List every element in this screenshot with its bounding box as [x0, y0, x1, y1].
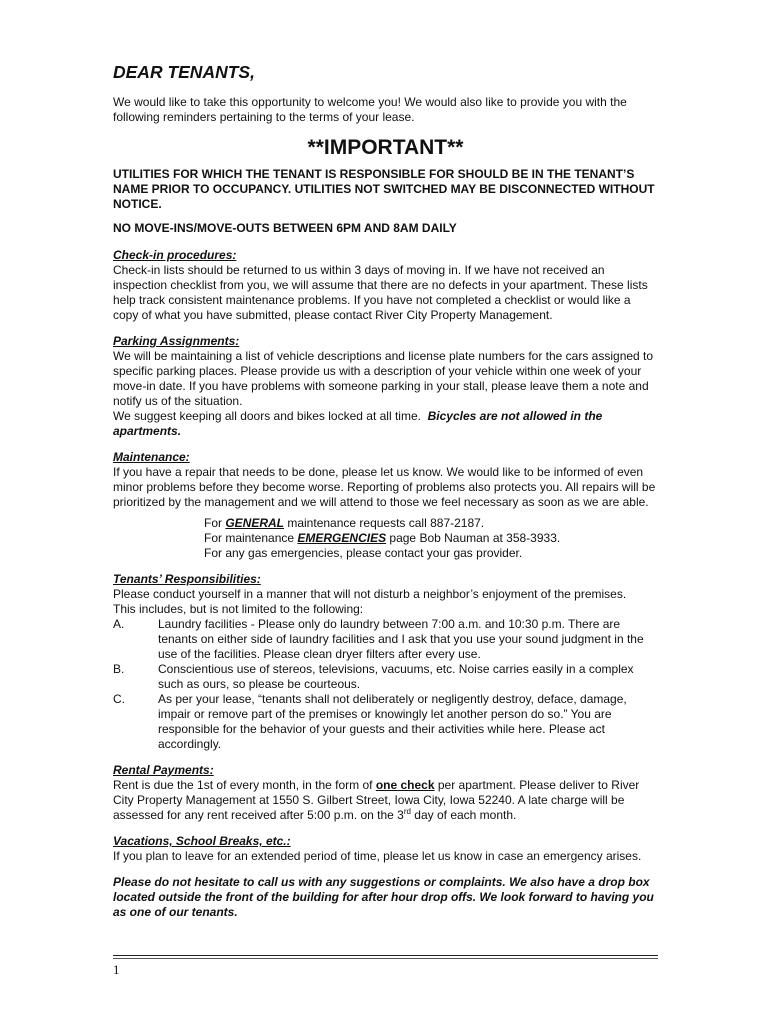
maintenance-body: If you have a repair that needs to be done, please let us know. We would like to be informed of even minor problems before they become worse. Reporting of problems also protects you. All repairs will be prioritized by the management and we will attend to those we feel necessary as soon as we are able. — [113, 465, 656, 509]
letter-body — [113, 62, 658, 920]
parking-heading: Parking Assignments: — [113, 334, 240, 348]
footer-rule-thin — [113, 958, 658, 959]
closing-paragraph: Please do not hesitate to call us with any suggestions or complaints. We also have a drop box located outside the front of the building for after hour drop offs. We look forward to having you as one of our tenants. — [113, 875, 654, 919]
general-maintenance-line — [204, 516, 658, 531]
general-post: maintenance requests call 887-2187. — [284, 516, 485, 530]
rent-sup: rd — [403, 807, 411, 816]
rent-heading: Rental Payments: — [113, 763, 214, 777]
parking-locks — [113, 409, 658, 439]
list-letter: B. — [113, 662, 125, 676]
salutation: DEAR TENANTS, — [113, 62, 255, 82]
emerg-pre: For maintenance — [204, 531, 298, 545]
responsibilities-intro2: This includes, but is not limited to the following: — [113, 602, 364, 616]
list-item — [113, 692, 658, 752]
emergency-maintenance-line — [204, 531, 658, 546]
utilities-notice: UTILITIES FOR WHICH THE TENANT IS RESPONSIBLE FOR SHOULD BE IN THE TENANT’S NAME PRIOR TO OCCUPANCY. UTILITIES NOT SWITCHED MAY BE DISCONNECTED WITHOUT NOTICE. — [113, 167, 655, 211]
important-title: **IMPORTANT** — [307, 136, 464, 159]
general-key: GENERAL — [225, 516, 285, 530]
list-text: As per your lease, “tenants shall not deliberately or negligently destroy, deface, damage, impair or remove part of the premises or knowingly let another person do so.” You are responsible for the behavior of your guests and their activities while here. Please act accordingly. — [158, 692, 627, 751]
vacations-body: If you plan to leave for an extended period of time, please let us know in case an emergency arises. — [113, 849, 642, 863]
checkin-body: Check-in lists should be returned to us within 3 days of moving in. If we have not received an inspection checklist from you, we will assume that there are no defects in your apartment. These lists help track consistent maintenance problems. If you have not completed a checklist or would like a copy of what you have submitted, please contact River City Property Management. — [113, 263, 648, 322]
emerg-key: EMERGENCIES — [297, 531, 387, 545]
emerg-post: page Bob Nauman at 358-3933. — [386, 531, 561, 545]
responsibilities-intro1: Please conduct yourself in a manner that will not disturb a neighbor’s enjoyment of the premises. — [113, 587, 627, 601]
rent-body — [113, 778, 658, 823]
responsibilities-heading: Tenants’ Responsibilities: — [113, 572, 261, 586]
list-text: Conscientious use of stereos, televisions, vacuums, etc. Noise carries easily in a complex such as ours, so please be courteous. — [158, 662, 634, 691]
page-number: 1 — [113, 962, 120, 977]
footer-rule — [113, 955, 658, 956]
maintenance-heading: Maintenance: — [113, 450, 190, 464]
list-item — [113, 662, 658, 692]
gas-emergency-line: For any gas emergencies, please contact your gas provider. — [204, 546, 523, 560]
rent-end: day of each month. — [410, 808, 517, 822]
list-text: Laundry facilities - Please only do laundry between 7:00 a.m. and 10:30 p.m. There are tenants on either side of laundry facilities and I ask that you use your sound judgment in the use of the facilities. Please clean dryer filters after every use. — [158, 617, 644, 661]
list-item — [113, 617, 658, 662]
list-letter: C. — [113, 692, 125, 706]
parking-body: We will be maintaining a list of vehicle descriptions and license plate numbers for the cars assigned to specific parking places. Please provide us with a description of your vehicle within one week of your move-in date. If you have problems with someone parking in your stall, please leave them a note and notify us of the situation. — [113, 349, 654, 408]
locks-text: We suggest keeping all doors and bikes locked at all time. — [113, 409, 421, 423]
checkin-heading: Check-in procedures: — [113, 248, 237, 262]
move-in-rule: NO MOVE-INS/MOVE-OUTS BETWEEN 6PM AND 8AM DAILY — [113, 221, 457, 235]
rent-post: per apartment. Please deliver to River City Property Management at 1550 S. Gilbert Street, Iowa City, Iowa 52240. A late charge will be assessed for any rent received after 5:00 p.m. on the 3 — [113, 778, 640, 822]
intro-paragraph: We would like to take this opportunity to welcome you! We would also like to provide you with the following reminders pertaining to the terms of your lease. — [113, 95, 627, 124]
rent-pre: Rent is due the 1st of every month, in the form of — [113, 778, 376, 792]
bicycles-rule: Bicycles are not allowed in the apartments. — [113, 409, 603, 438]
list-letter: A. — [113, 617, 125, 631]
vacations-heading: Vacations, School Breaks, etc.: — [113, 834, 291, 848]
general-pre: For — [204, 516, 226, 530]
one-check: one check — [375, 778, 435, 792]
